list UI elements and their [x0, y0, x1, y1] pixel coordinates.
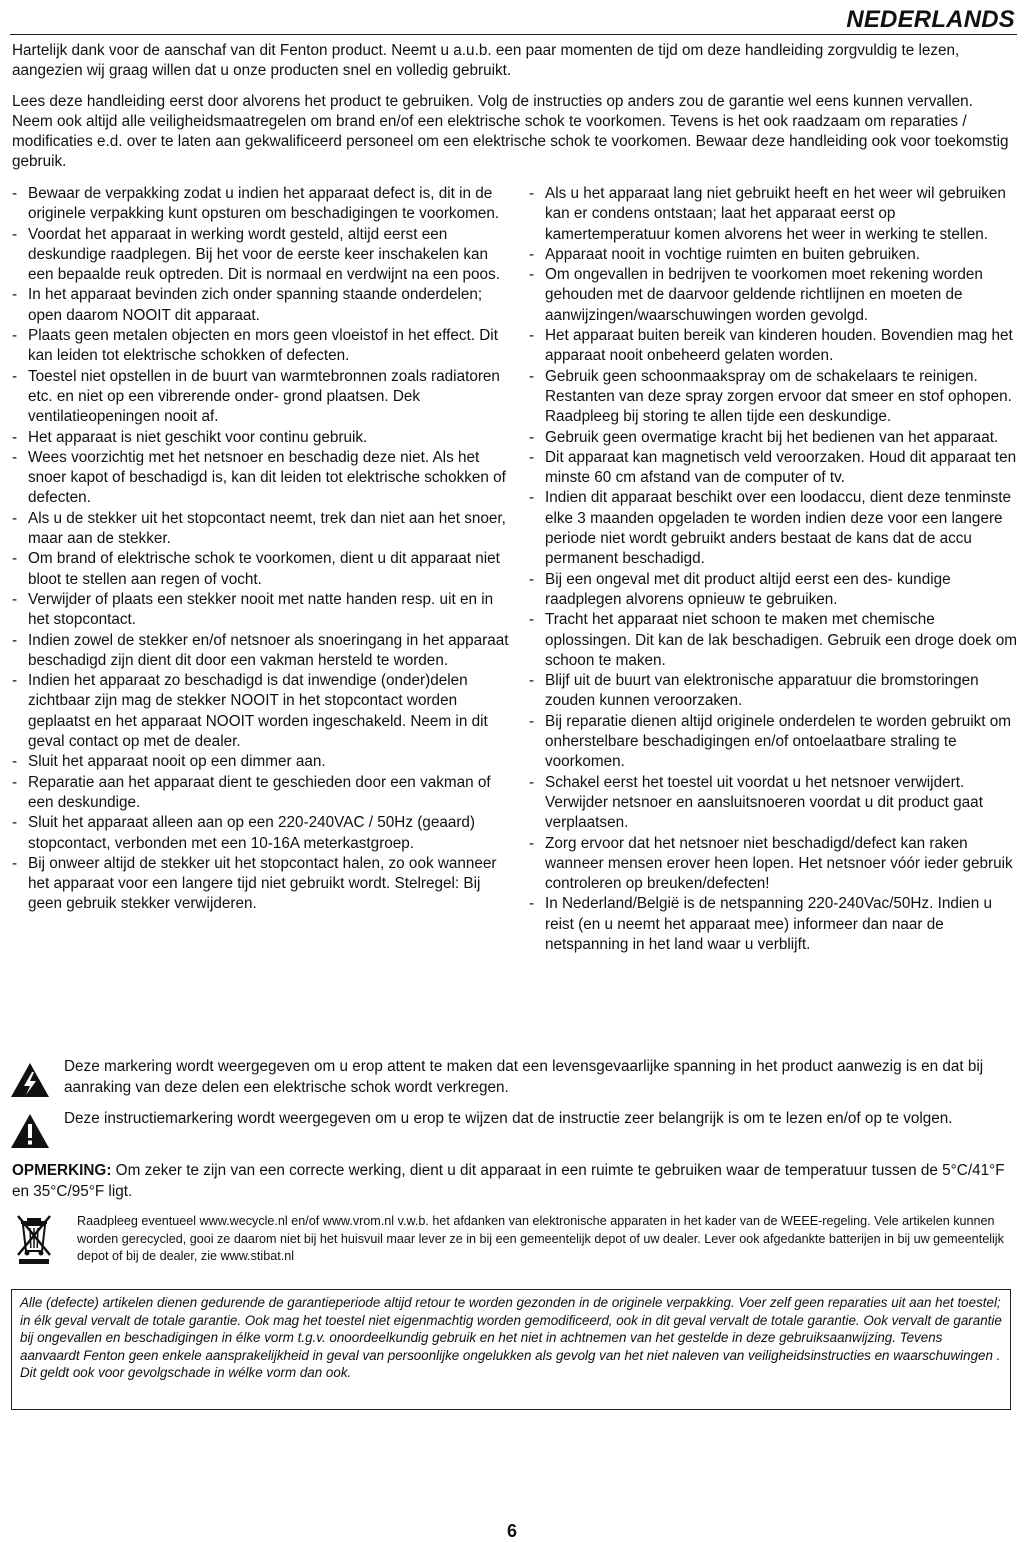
list-item: - Om ongevallen in bedrijven te voorkomen moet rekening worden gehouden met de daarvoor geldende richtlijnen en moeten de aanwijzingen/waarschuwingen worden gevolgd. [527, 265, 1019, 326]
list-item: - Schakel eerst het toestel uit voordat u het netsnoer verwijdert. Verwijder netsnoer en aansluitsnoeren voordat u dit product gaat verplaatsen. [527, 773, 1019, 834]
instruction-warning-text: Deze instructiemarkering wordt weergegeven om u erop te wijzen dat de instructie zeer belangrijk is om te lezen en/of op te volgen. [64, 1110, 953, 1127]
list-item: - Voordat het apparaat in werking wordt gesteld, altijd eerst een deskundige raadplegen. Bij het voor de eerste keer inschakelen kan een bepaalde reuk optreden. Dit is normaal en verdwijnt na een poos. [10, 225, 510, 286]
note-text: Om zeker te zijn van een correcte werking, dient u dit apparaat in een ruimte te gebruiken waar de temperatuur tussen de 5°C/41°F en 35°C/95°F ligt. [12, 1162, 1005, 1200]
note [12, 1161, 1012, 1202]
list-item: - Dit apparaat kan magnetisch veld veroorzaken. Houd dit apparaat ten minste 60 cm afstand van de computer of tv. [527, 448, 1019, 489]
list-item: - Toestel niet opstellen in de buurt van warmtebronnen zoals radiatoren etc. en niet op een vibrerende onder- grond plaatsen. Dek ventilatieopeningen nooit af. [10, 367, 510, 428]
list-item: - Verwijder of plaats een stekker nooit met natte handen resp. uit en in het stopcontact. [10, 590, 510, 631]
intro-paragraph: Hartelijk dank voor de aanschaf van dit Fenton product. Neemt u a.u.b. een paar momenten de tijd om deze handleiding zorgvuldig te lezen, aangezien wij graag willen dat u onze producten snel en volledig gebruikt. [12, 42, 960, 79]
guarantee-text: Alle (defecte) artikelen dienen gedurende de garantieperiode altijd retour te worden gezonden in de originele verpakking. Voer zelf geen reparaties uit aan het toestel; in élk geval vervalt de totale garantie. Ook mag het toestel niet eigenmachtig worden gemodificeerd, ook in dit geval vervalt de totale garantie. Ook vervalt de garantie bij ongevallen en beschadigingen in élke vorm t.g.v. onoordeelkundig gebruik en het niet in achtnemen van het gestelde in deze gebruiksaanwijzing. Tevens aanvaardt Fenton geen enkele aansprakelijkheid in geval van persoonlijke ongelukken als gevolg van het niet naleven van veiligheidsinstructies en waarschuwingen . Dit geldt ook voor gevolgschade in wélke vorm dan ook. [20, 1295, 1002, 1381]
note-label: OPMERKING: [12, 1162, 112, 1179]
list-item: - Gebruik geen overmatige kracht bij het bedienen van het apparaat. [527, 428, 1019, 448]
safety-list-right [527, 184, 1019, 955]
list-item: - Bij onweer altijd de stekker uit het stopcontact halen, zo ook wanneer het apparaat voor een langere tijd niet gebruikt wordt. Stelregel: Bij geen gebruik stekker verwijderen. [10, 854, 510, 915]
guarantee-box [11, 1289, 1011, 1410]
list-item: - Het apparaat is niet geschikt voor continu gebruik. [10, 428, 510, 448]
list-item: - Sluit het apparaat nooit op een dimmer aan. [10, 752, 510, 772]
list-item: - Tracht het apparaat niet schoon te maken met chemische oplossingen. Dit kan de lak beschadigen. Gebruik een droge doek om schoon te maken. [527, 610, 1019, 671]
list-item: - Gebruik geen schoonmaakspray om de schakelaars te reinigen. Restanten van deze spray zorgen ervoor dat smeer en stof ophopen. Raadpleeg bij storing te allen tijde een deskundige. [527, 367, 1019, 428]
electric-shock-warning-text: Deze markering wordt weergegeven om u erop attent te maken dat een levensgevaarlijke spanning in het product aanwezig is en dat bij aanraking van deze delen een elektrische schok wordt verkregen. [64, 1058, 984, 1096]
safety-list-left [10, 184, 510, 915]
list-item: - Als u het apparaat lang niet gebruikt heeft en het weer wil gebruiken kan er condens ontstaan; laat het apparaat eerst op kamertemperatuur komen alvorens het weer in werking te stellen. [527, 184, 1019, 245]
list-item: - Apparaat nooit in vochtige ruimten en buiten gebruiken. [527, 245, 1019, 265]
list-item: - Indien zowel de stekker en/of netsnoer als snoeringang in het apparaat beschadigd zijn dient dit door een vakman hersteld te worden. [10, 631, 510, 672]
lightning-warning-icon [10, 1062, 50, 1098]
list-item: - Bij reparatie dienen altijd originele onderdelen te worden gebruikt om onherstelbare beschadigingen en/of ontoelaatbare straling te voorkomen. [527, 712, 1019, 773]
list-item: - Als u de stekker uit het stopcontact neemt, trek dan niet aan het snoer, maar aan de stekker. [10, 509, 510, 550]
instruction-warning [10, 1109, 1014, 1153]
list-item: - Zorg ervoor dat het netsnoer niet beschadigd/defect kan raken wanneer mensen erover heen lopen. Het netsnoer vóór ieder gebruik controleren op breuken/defecten! [527, 834, 1019, 895]
page-title: NEDERLANDS [846, 6, 1015, 33]
list-item: - Bij een ongeval met dit product altijd eerst een des- kundige raadplegen alvorens opnieuw te gebruiken. [527, 570, 1019, 611]
list-item: - Het apparaat buiten bereik van kinderen houden. Bovendien mag het apparaat nooit onbeheerd gelaten worden. [527, 326, 1019, 367]
exclamation-warning-icon [10, 1113, 50, 1149]
list-item: - Wees voorzichtig met het netsnoer en beschadig deze niet. Als het snoer kapot of beschadigd is, kan dit leiden tot elektrische schokken of defecten. [10, 448, 510, 509]
crossed-bin-icon [16, 1213, 52, 1265]
list-item: - Blijf uit de buurt van elektronische apparatuur die bromstoringen zouden kunnen veroorzaken. [527, 671, 1019, 712]
list-item: - Bewaar de verpakking zodat u indien het apparaat defect is, dit in de originele verpakking kunt opsturen om beschadigingen te voorkomen. [10, 184, 510, 225]
list-item: - In het apparaat bevinden zich onder spanning staande onderdelen; open daarom NOOIT dit apparaat. [10, 285, 510, 326]
list-item: - Plaats geen metalen objecten en mors geen vloeistof in het effect. Dit kan leiden tot elektrische schokken of defecten. [10, 326, 510, 367]
electric-shock-warning [10, 1057, 1014, 1101]
list-item: - Indien dit apparaat beschikt over een loodaccu, dient deze tenminste elke 3 maanden opgeladen te worden indien deze voor een langere periode niet wordt gebruikt anders bestaat de kans dat de accu permanent beschadigd. [527, 488, 1019, 569]
weee-notice [10, 1211, 1014, 1271]
weee-text: Raadpleeg eventueel www.wecycle.nl en/of www.vrom.nl v.w.b. het afdanken van elektronische apparaten in het kader van de WEEE-regeling. Vele artikelen kunnen worden gerecycled, gooi ze daarom niet bij het huisvuil maar lever ze in bij een gemeentelijk depot of uw dealer. Lever ook afgedankte batterijen in bij uw gemeentelijk depot of bij de dealer, zie www.stibat.nl [77, 1214, 1004, 1263]
list-item: - Om brand of elektrische schok te voorkomen, dient u dit apparaat niet bloot te stellen aan regen of vocht. [10, 549, 510, 590]
list-item: - Sluit het apparaat alleen aan op een 220-240VAC / 50Hz (geaard) stopcontact, verbonden met een 10-16A meterkastgroep. [10, 813, 510, 854]
list-item: - Reparatie aan het apparaat dient te geschieden door een vakman of een deskundige. [10, 773, 510, 814]
instructions-paragraph: Lees deze handleiding eerst door alvorens het product te gebruiken. Volg de instructies op anders zou de garantie wel eens kunnen vervallen. Neem ook altijd alle veiligheidsmaatregelen om brand en/of een elektrische schok te voorkomen. Tevens is het ook raadzaam om reparaties / modificaties e.d. over te laten aan gekwalificeerd personeel om een elektrische schok te voorkomen. Bewaar deze handleiding ook voor toekomstig gebruik. [12, 93, 1009, 170]
page-header [10, 4, 1017, 35]
page-number: 6 [506, 1521, 517, 1541]
list-item: - Indien het apparaat zo beschadigd is dat inwendige (onder)delen zichtbaar zijn mag de stekker NOOIT in het stopcontact worden geplaatst en het apparaat NOOIT worden ingeschakeld. Neem in dit geval contact op met de dealer. [10, 671, 510, 752]
list-item: - In Nederland/België is de netspanning 220-240Vac/50Hz. Indien u reist (en u neemt het apparaat mee) informeer dan naar de netspanning in het land waar u verblijft. [527, 894, 1019, 955]
